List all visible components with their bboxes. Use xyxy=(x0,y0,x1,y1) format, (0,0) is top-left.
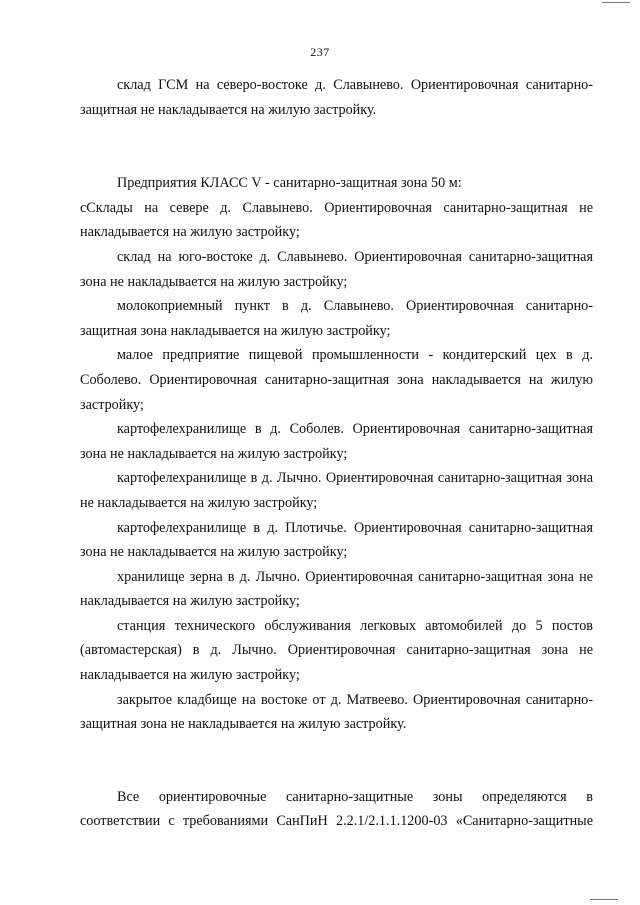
paragraph-milk-station: молокоприемный пункт в д. Славынево. Ориентировочная санитарно-защитная зона накладывается на жилую застройку; xyxy=(80,298,593,339)
page-number: 237 xyxy=(310,45,330,59)
paragraph-warehouses-north: сСклады на севере д. Славынево. Ориентировочная санитарно-защитная не накладывается на жилую застройку; xyxy=(80,199,593,241)
paragraph-sanpin-reference: Все ориентировочные санитарно-защитные зоны определяются в соответствии с требованиями СанПиН 2.2.1/2.1.1.1200-03 «Санитарно-защитные xyxy=(80,788,593,830)
paragraph-warehouse-southeast: склад на юго-востоке д. Славынево. Ориентировочная санитарно-защитная зона не накладывается на жилую застройку; xyxy=(80,248,593,290)
paragraph-service-station: станция технического обслуживания легковых автомобилей до 5 постов (автомастерская) в д. Лычно. Ориентировочная санитарно-защитная зона не накладывается на жилую застройку; xyxy=(80,617,593,684)
paragraph-potato-storage-plotichye: картофелехранилище в д. Плотичье. Ориентировочная санитарно-защитная зона не накладывается на жилую застройку; xyxy=(80,519,593,561)
section-heading-class-v: Предприятия КЛАСС V - санитарно-защитная зона 50 м: xyxy=(117,175,462,192)
paragraph-potato-storage-lychno: картофелехранилище в д. Лычно. Ориентировочная санитарно-защитная зона не накладывается на жилую застройку; xyxy=(80,470,593,511)
paragraph-potato-storage-sobolev: картофелехранилище в д. Соболев. Ориентировочная санитарно-защитная зона не накладывается на жилую застройку; xyxy=(80,421,593,462)
paragraph-confectionery: малое предприятие пищевой промышленности - кондитерский цех в д. Соболево. Ориентировочная санитарно-защитная зона накладывается на жилую застройку; xyxy=(80,347,593,413)
scan-corner-mark xyxy=(602,2,630,3)
paragraph-gap xyxy=(80,122,593,171)
paragraph-grain-storage: хранилище зерна в д. Лычно. Ориентировочная санитарно-защитная зона не накладывается на жилую застройку; xyxy=(80,568,593,610)
paragraph-fuel-depot: склад ГСМ на северо-востоке д. Славынево. Ориентировочная санитарно-защитная не накладывается на жилую застройку. xyxy=(80,77,593,118)
paragraph-cemetery: закрытое кладбище на востоке от д. Матвеево. Ориентировочная санитарно-защитная зона не накладывается на жилую застройку. xyxy=(80,691,593,733)
scan-corner-mark xyxy=(590,899,618,900)
document-body xyxy=(80,73,593,834)
paragraph-gap xyxy=(80,737,593,785)
